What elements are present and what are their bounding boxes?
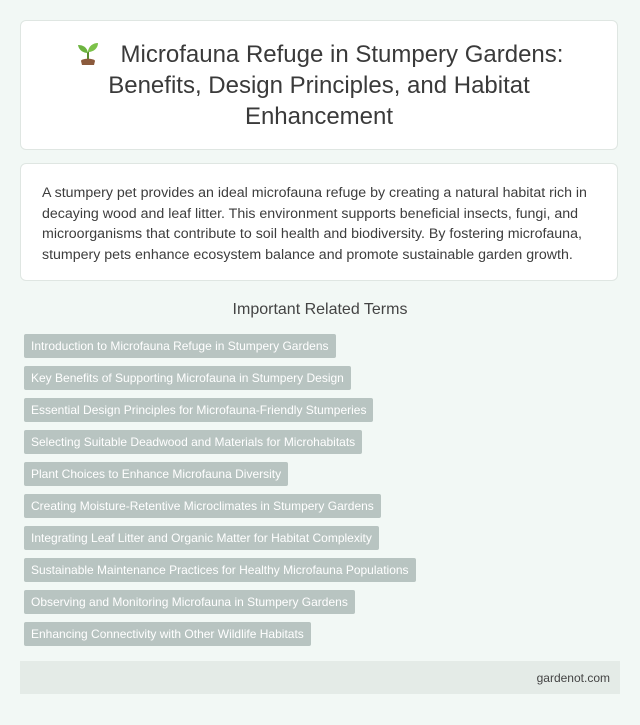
sprout-icon: [75, 40, 101, 66]
term-tag[interactable]: Enhancing Connectivity with Other Wildlife Habitats: [24, 622, 311, 646]
term-tag[interactable]: Plant Choices to Enhance Microfauna Diversity: [24, 462, 288, 486]
term-tag[interactable]: Observing and Monitoring Microfauna in Stumpery Gardens: [24, 590, 355, 614]
term-tag[interactable]: Key Benefits of Supporting Microfauna in Stumpery Design: [24, 366, 351, 390]
term-tag[interactable]: Integrating Leaf Litter and Organic Matter for Habitat Complexity: [24, 526, 379, 550]
page-title: [61, 39, 577, 132]
footer-site-link[interactable]: gardenot.com: [536, 670, 610, 685]
page-title-text: Microfauna Refuge in Stumpery Gardens: Benefits, Design Principles, and Habitat Enhancement: [108, 40, 564, 130]
terms-list: [24, 334, 624, 654]
term-tag[interactable]: Introduction to Microfauna Refuge in Stumpery Gardens: [24, 334, 336, 358]
summary-text: A stumpery pet provides an ideal microfauna refuge by creating a natural habitat rich in decaying wood and leaf litter. This environment supports beneficial insects, fungi, and microorganisms that contribute to soil health and biodiversity. By fostering microfauna, stumpery pets enhance ecosystem balance and promote sustainable garden growth.: [42, 185, 587, 263]
footer: [20, 661, 620, 694]
term-tag[interactable]: Sustainable Maintenance Practices for Healthy Microfauna Populations: [24, 558, 416, 582]
term-tag[interactable]: Essential Design Principles for Microfauna-Friendly Stumperies: [24, 398, 373, 422]
term-tag[interactable]: Creating Moisture-Retentive Microclimates in Stumpery Gardens: [24, 494, 381, 518]
title-card: [20, 20, 618, 150]
summary-card: [20, 163, 618, 281]
term-tag[interactable]: Selecting Suitable Deadwood and Materials for Microhabitats: [24, 430, 362, 454]
terms-heading: Important Related Terms: [232, 301, 408, 318]
